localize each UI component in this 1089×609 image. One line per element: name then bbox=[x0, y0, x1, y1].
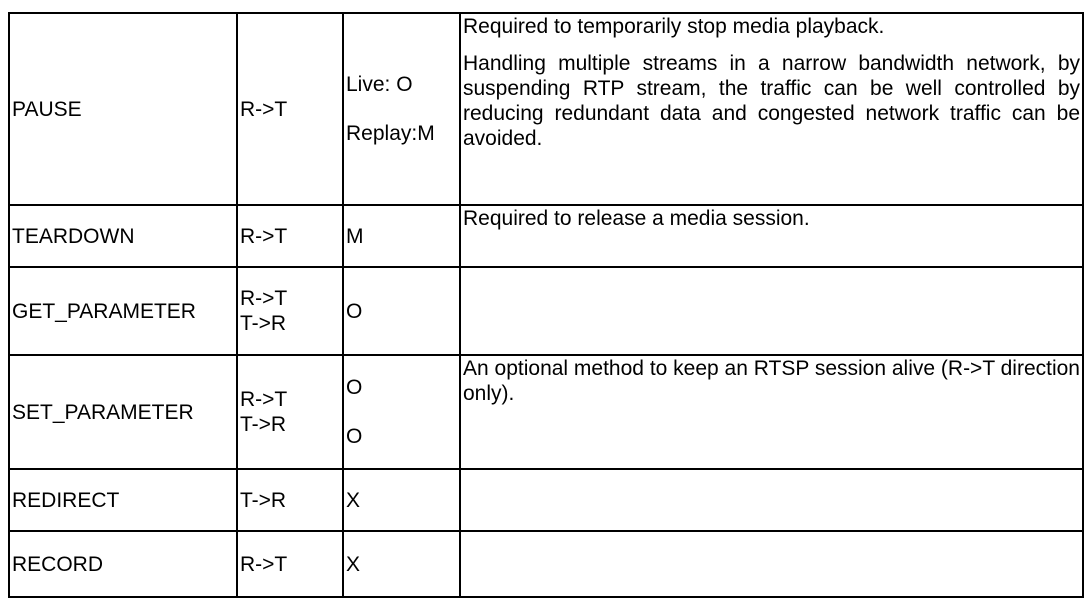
requirement-cell bbox=[343, 13, 460, 205]
method-cell bbox=[9, 267, 237, 355]
direction-value: R->T bbox=[240, 287, 288, 310]
description-text: An optional method to keep an RTSP session alive (R->T direction only). bbox=[463, 357, 1080, 405]
table-row bbox=[9, 205, 1083, 267]
method-name: REDIRECT bbox=[12, 488, 120, 512]
requirement-value: M bbox=[346, 224, 364, 248]
method-name: GET_PARAMETER bbox=[12, 299, 196, 323]
direction-cell bbox=[237, 355, 343, 469]
method-cell bbox=[9, 13, 237, 205]
requirement-cell bbox=[343, 267, 460, 355]
table-row bbox=[9, 355, 1083, 469]
direction-value: T->R bbox=[240, 312, 287, 335]
table-row bbox=[9, 531, 1083, 597]
method-cell bbox=[9, 531, 237, 597]
method-name: SET_PARAMETER bbox=[12, 400, 194, 424]
requirement-cell bbox=[343, 205, 460, 267]
direction-cell bbox=[237, 205, 343, 267]
direction-cell bbox=[237, 531, 343, 597]
direction-value: T->R bbox=[240, 488, 287, 512]
method-name: TEARDOWN bbox=[12, 224, 135, 248]
table-row bbox=[9, 267, 1083, 355]
direction-cell bbox=[237, 469, 343, 531]
direction-cell bbox=[237, 13, 343, 205]
method-cell bbox=[9, 205, 237, 267]
direction-value: T->R bbox=[240, 413, 287, 436]
method-name: RECORD bbox=[12, 552, 104, 576]
requirement-cell bbox=[343, 531, 460, 597]
description-cell bbox=[460, 205, 1083, 267]
requirement-value: Live: O bbox=[346, 73, 413, 96]
description-cell bbox=[460, 531, 1083, 597]
description-cell bbox=[460, 267, 1083, 355]
direction-value: R->T bbox=[240, 224, 288, 248]
description-cell bbox=[460, 13, 1083, 205]
requirement-value: Replay:M bbox=[346, 122, 435, 145]
rtsp-methods-table bbox=[8, 12, 1084, 598]
requirement-cell bbox=[343, 469, 460, 531]
requirement-value: X bbox=[346, 552, 361, 576]
table-row bbox=[9, 469, 1083, 531]
method-cell bbox=[9, 469, 237, 531]
direction-value: R->T bbox=[240, 97, 288, 121]
direction-cell bbox=[237, 267, 343, 355]
description-cell bbox=[460, 469, 1083, 531]
table-row bbox=[9, 13, 1083, 205]
method-cell bbox=[9, 355, 237, 469]
method-name: PAUSE bbox=[12, 97, 82, 121]
direction-value: R->T bbox=[240, 388, 288, 411]
requirement-value: O bbox=[346, 376, 363, 399]
description-cell bbox=[460, 355, 1083, 469]
description-text: Required to temporarily stop media playback. bbox=[463, 15, 885, 38]
requirement-cell bbox=[343, 355, 460, 469]
requirement-value: O bbox=[346, 425, 363, 448]
requirement-value: X bbox=[346, 488, 361, 512]
description-text: Handling multiple streams in a narrow bandwidth network, by suspending RTP stream, the traffic can be well controlled by reducing redundant data and congested network traffic can be avoided. bbox=[463, 52, 1080, 150]
direction-value: R->T bbox=[240, 552, 288, 576]
description-text: Required to release a media session. bbox=[463, 207, 810, 230]
requirement-value: O bbox=[346, 299, 363, 323]
